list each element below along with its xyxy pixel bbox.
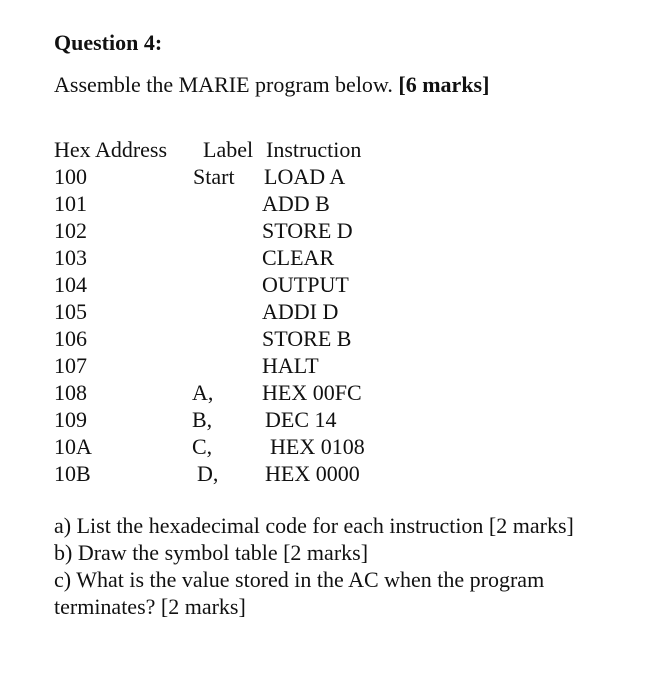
table-row-address: 108 bbox=[54, 380, 87, 405]
table-row-instruction: OUTPUT bbox=[262, 272, 349, 297]
table-row-address: 106 bbox=[54, 326, 87, 351]
table-row-address: 104 bbox=[54, 272, 87, 297]
table-row-instruction: HALT bbox=[262, 353, 319, 378]
table-row-address: 105 bbox=[54, 299, 87, 324]
header-hex-address: Hex Address bbox=[54, 137, 168, 162]
table-row-instruction: ADD B bbox=[262, 191, 330, 216]
table-row-instruction: DEC 14 bbox=[265, 407, 337, 432]
table-row-instruction: HEX 0000 bbox=[265, 461, 360, 486]
intro-marks: [6 marks] bbox=[398, 72, 490, 97]
sub-question-c-line1: c) What is the value stored in the AC when the program bbox=[54, 567, 545, 592]
header-instruction: Instruction bbox=[266, 137, 362, 162]
sub-question-b: b) Draw the symbol table [2 marks] bbox=[54, 540, 369, 565]
table-row-address: 10B bbox=[54, 461, 91, 486]
table-row-address: 103 bbox=[54, 245, 87, 270]
table-row-address: 102 bbox=[54, 218, 87, 243]
table-row-instruction: CLEAR bbox=[262, 245, 335, 270]
question-title: Question 4: bbox=[54, 30, 163, 55]
table-row-label: Start bbox=[193, 164, 235, 189]
table-row-instruction: HEX 0108 bbox=[270, 434, 365, 459]
table-row-address: 100 bbox=[54, 164, 87, 189]
table-row-label: D, bbox=[197, 461, 219, 486]
table-row-address: 109 bbox=[54, 407, 87, 432]
table-row-label: C, bbox=[192, 434, 213, 459]
table-row-instruction: HEX 00FC bbox=[262, 380, 362, 405]
table-row-address: 10A bbox=[54, 434, 92, 459]
table-row-instruction: ADDI D bbox=[262, 299, 339, 324]
sub-question-c-line2: terminates? [2 marks] bbox=[54, 594, 246, 619]
table-row-instruction: LOAD A bbox=[264, 164, 346, 189]
table-row-instruction: STORE D bbox=[262, 218, 353, 243]
table-row-address: 101 bbox=[54, 191, 87, 216]
table-row-address: 107 bbox=[54, 353, 87, 378]
table-row-instruction: STORE B bbox=[262, 326, 352, 351]
header-label: Label bbox=[203, 137, 254, 162]
table-row-label: B, bbox=[192, 407, 213, 432]
sub-question-a: a) List the hexadecimal code for each instruction [2 marks] bbox=[54, 513, 574, 538]
table-row-label: A, bbox=[192, 380, 214, 405]
intro-text: Assemble the MARIE program below. bbox=[54, 72, 399, 97]
sub-questions bbox=[54, 512, 574, 620]
